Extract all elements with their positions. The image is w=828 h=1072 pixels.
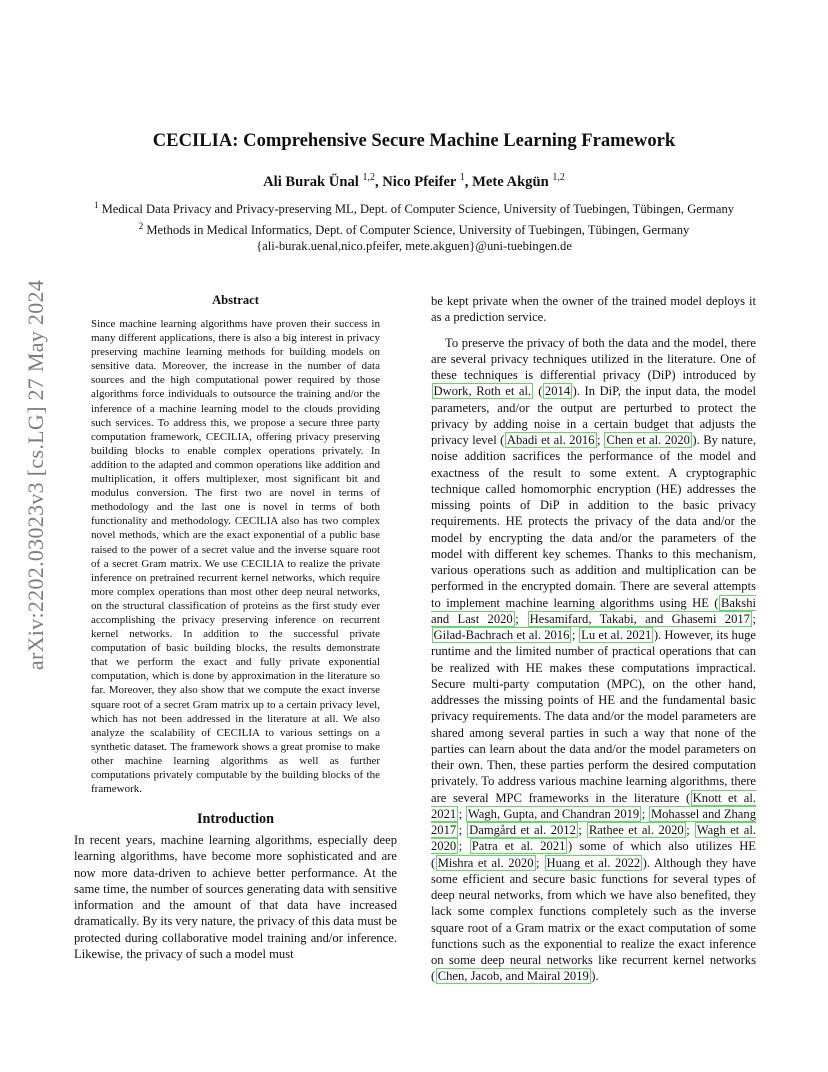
citation-link[interactable]: Chen, Jacob, and Mairal 2019 (437, 969, 589, 984)
abstract-heading: Abstract (212, 293, 259, 307)
citation-link[interactable]: Patra et al. 2021 (471, 839, 566, 854)
citation-link[interactable]: Wagh et al. 2020 (431, 823, 757, 854)
author-name: Mete Akgün (472, 173, 549, 190)
citation-link[interactable]: 2014 (544, 384, 571, 399)
citation-link[interactable]: Hesamifard, Takabi, and Ghasemi 2017 (529, 611, 750, 626)
author-name: Nico Pfeifer (382, 173, 457, 190)
left-column (74, 293, 397, 962)
arxiv-identifier-text: arXiv:2202.03023v3 [cs.LG] 27 May 2024 (23, 279, 48, 671)
introduction-heading: Introduction (197, 811, 274, 828)
arxiv-identifier (22, 276, 50, 674)
citation-link[interactable]: Lu et al. 2021 (581, 628, 652, 642)
affiliation-sup: 1 (93, 200, 99, 210)
intro-paragraph-1: In recent years, machine learning algorithms, especially deep learning algorithms, have become more sophisticated and are now more data-driven to achieve better performance. At the same time, the number of sources generating data with sensitive information and the amount of that data have increased dramatically. By its very nature, the privacy of this data must be protected during collaborative model training and/or inference. Likewise, the privacy of such a model must (74, 833, 397, 961)
intro-paragraph-1-continued: be kept private when the owner of the trained model deploys it as a prediction service. (431, 294, 756, 325)
paper-title: CECILIA: Comprehensive Secure Machine Learning Framework (152, 130, 676, 151)
citation-link[interactable]: Mohassel and Zhang 2017 (431, 806, 756, 837)
citation-link[interactable]: Huang et al. 2022 (546, 855, 641, 870)
affiliation-line (74, 218, 754, 239)
citation-link[interactable]: Damgård et al. 2012 (469, 823, 576, 837)
intro-paragraph-2: To preserve the privacy of both the data and the model, there are several privacy techniques utilized in the literature. One of these techniques is differential privacy (DiP) introduced by Dwork, Roth et al. ( 2014 ). In DiP, the input data, the model parameters, and/or the output are perturbed to protect the privacy by adding noise in a certain budget that adjusts the privacy level ( Abadi et al. 2016 ; Chen et al. 2020 ). By nature, noise addition sacrifices the performance of the model and exactness of the result to some extent. A cryptographic technique called homomorphic encryption (HE) addresses the missing points of DiP in addition to the basic privacy requirements. HE protects the privacy of the data and/or the model by encrypting the data and/or the parameters of the model with different key schemes. Thanks to this mechanism, various operations such as addition and multiplication can be performed in the encrypted domain. There are several attempts to implement machine learning algorithms using HE ( Bakshi and Last 2020 ; Hesamifard, Takabi, and Ghasemi 2017 ; Gilad-Bachrach et al. 2016 ; Lu et al. 2021 ). However, its huge runtime and the limited number of practical operations that can be realized with HE makes these computations impractical. Secure multi-party computation (MPC), on the other hand, addresses the missing points of HE and the fundamental basic privacy requirements. The data and/or the model parameters are shared among several parties in such a way that none of the parties can learn about the data and/or the model parameters on their own. Then, these parties perform the desired computation privately. To address various machine learning algorithms, there are several MPC frameworks in the literature ( Knott et al. 2021 ; Wagh, Gupta, and Chandran 2019 ; Mohassel and Zhang 2017 ; Damgård et al. 2012 ; Rathee et al. 2020 ; Wagh et al. 2020 ; Patra et al. 2021 ) some of which also utilizes HE ( Mishra et al. 2020 ; Huang et al. 2022 ). Although they have some efficient and secure basic functions for several types of deep neural networks, from which we have also benefited, they lack some complex functions completely such as the inverse square root of a Gram matrix or the exact computation of some functions such as the exponential to realize the exact inference on some deep neural networks like recurrent kernel networks ( Chen, Jacob, and Mairal 2019 ). (431, 335, 757, 984)
author-affil-sup: 1,2 (362, 172, 375, 183)
citation-link[interactable]: Abadi et al. 2016 (506, 433, 595, 447)
abstract-body: Since machine learning algorithms have proven their success in many different applications, there is also a big interest in privacy preserving machine learning methods for building models on sensitive data. Moreover, the increase in the number of data sources and the high computational power required by those algorithms force individuals to outsource the training and/or the inference of a machine learning model to the clouds providing such services. To address this, we propose a secure three party computation framework, CECILIA, offering privacy preserving building blocks to enable complex operations privately. In addition to the adapted and common operations like addition and multiplication, it offers multiplexer, most significant bit and modulus conversion. The first two are novel in terms of methodology and the last one is novel in terms of both functionality and methodology. CECILIA also has two complex novel methods, which are the exact exponential of a public base raised to the power of a secret value and the inverse square root of a secret Gram matrix. We use CECILIA to realize the private inference on pretrained recurrent kernel networks, which require more complex operations than most other deep neural networks, on the structural classification of proteins as the first study ever accomplishing the privacy preserving inference on recurrent kernel networks. In addition to the successful private computation of basic building blocks, the results demonstrate that we perform the exact and fully private exponential computation, which is done by approximation in the literature so far. Moreover, they also show that we compute the exact inverse square root of a secret Gram matrix up to a certain privacy level, which has not been addressed in the literature at all. We also analyze the scalability of CECILIA to various settings on a synthetic dataset. The framework shows a great promise to make other machine learning algorithms as well as further computations privately computable by the building blocks of the framework. (91, 318, 380, 796)
citation-link[interactable]: Rathee et al. 2020 (588, 823, 684, 837)
citation-link[interactable]: Bakshi and Last 2020 (431, 595, 756, 626)
author-affil-sup: 1,2 (552, 172, 565, 183)
citation-link[interactable]: Knott et al. 2021 (431, 790, 756, 821)
author-list: Ali Burak Ünal $^{1,2}$, Nico Pfeifer $^1$, Mete Akgün $^{1,2}$ (263, 172, 565, 190)
author-name: Ali Burak Ünal (263, 173, 359, 190)
affiliations (74, 197, 754, 255)
citation-link[interactable]: Gilad-Bachrach et al. 2016 (433, 628, 570, 642)
affiliation-text: Medical Data Privacy and Privacy-preserving ML, Dept. of Computer Science, University of Tuebingen, Tübingen, Germany (101, 202, 735, 217)
author-emails: {ali-burak.uenal,nico.pfeifer, mete.akguen}@uni-tuebingen.de (256, 239, 572, 254)
citation-link[interactable]: Wagh, Gupta, and Chandran 2019 (467, 806, 640, 821)
author-affil-sup: 1 (459, 172, 465, 183)
citation-link[interactable]: Chen et al. 2020 (606, 433, 690, 447)
affiliation-line (74, 197, 754, 218)
right-column (431, 293, 756, 985)
affiliation-text: Methods in Medical Informatics, Dept. of Computer Science, University of Tuebingen, Tübingen, Germany (146, 222, 690, 237)
affiliation-sup: 2 (138, 220, 144, 231)
citation-link[interactable]: Mishra et al. 2020 (437, 855, 534, 870)
citation-link[interactable]: Dwork, Roth et al. (433, 384, 532, 399)
